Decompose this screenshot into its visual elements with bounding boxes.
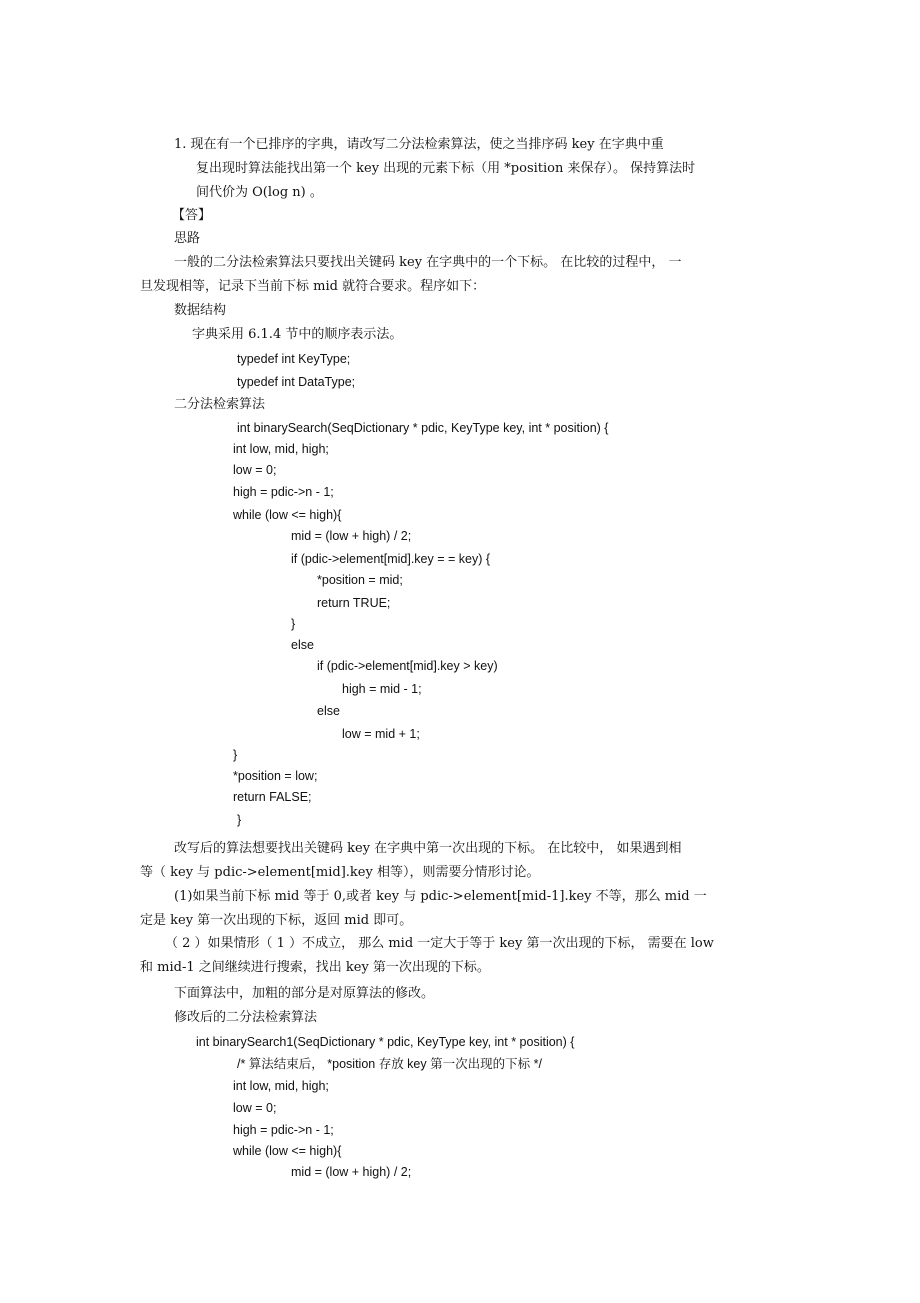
code1-line: *position = mid; — [317, 573, 403, 587]
code1-line: } — [237, 813, 242, 827]
code1-line: else — [291, 638, 314, 652]
code2-line: low = 0; — [233, 1101, 277, 1115]
code1-line: high = mid - 1; — [342, 682, 422, 696]
code2-comment: /* 算法结束后， *position 存放 key 第一次出现的下标 */ — [237, 1057, 542, 1071]
modified-line-1: 改写后的算法想要找出关键码 key 在字典中第一次出现的下标。 在比较中， 如果遇到相 — [174, 841, 682, 856]
typedef-datatype: typedef int DataType; — [237, 375, 356, 389]
code1-line: if (pdic->element[mid].key = = key) { — [291, 552, 491, 566]
code1-line: int low, mid, high; — [233, 442, 329, 456]
code1-line: } — [233, 748, 238, 762]
ds-heading: 数据结构 — [174, 303, 227, 318]
idea-line-1: 一般的二分法检索算法只要找出关键码 key 在字典中的一个下标。 在比较的过程中， 一 — [174, 255, 682, 270]
modified-algo-heading: 修改后的二分法检索算法 — [174, 1010, 318, 1025]
case1-line-1: (1)如果当前下标 mid 等于 0,或者 key 与 pdic->element[mid-1].key 不等，那么 mid 一 — [174, 889, 707, 904]
code1-line: if (pdic->element[mid].key > key) — [317, 659, 498, 673]
code1-line: else — [317, 704, 340, 718]
code1-line: while (low <= high){ — [233, 508, 342, 522]
case2-line-2: 和 mid-1 之间继续进行搜索，找出 key 第一次出现的下标。 — [140, 960, 490, 975]
idea-heading: 思路 — [174, 231, 201, 246]
question-line-3: 间代价为 O(log n) 。 — [196, 185, 323, 200]
code2-line: int low, mid, high; — [233, 1079, 329, 1093]
code1-line: mid = (low + high) / 2; — [291, 529, 412, 543]
case2-line-1: （ 2 ）如果情形（ 1 ）不成立， 那么 mid 一定大于等于 key 第一次出现的下标， 需要在 low — [165, 936, 714, 951]
code1-line: low = mid + 1; — [342, 727, 420, 741]
typedef-keytype: typedef int KeyType; — [237, 352, 351, 366]
code1-line: return FALSE; — [233, 790, 312, 804]
answer-label: 【答】 — [172, 208, 212, 223]
modified-line-2: 等（ key 与 pdic->element[mid].key 相等），则需要分情形讨论。 — [140, 865, 540, 880]
algo-heading: 二分法检索算法 — [174, 397, 266, 412]
ds-text: 字典采用 6.1.4 节中的顺序表示法。 — [192, 327, 403, 342]
code1-line: } — [291, 617, 296, 631]
case1-line-2: 定是 key 第一次出现的下标，返回 mid 即可。 — [140, 913, 413, 928]
idea-line-2: 旦发现相等，记录下当前下标 mid 就符合要求。程序如下： — [140, 279, 486, 294]
code1-line: return TRUE; — [317, 596, 391, 610]
question-line-2: 复出现时算法能找出第一个 key 出现的元素下标（用 *position 来保存）。 保持算法时 — [196, 161, 696, 176]
code2-line: mid = (low + high) / 2; — [291, 1165, 412, 1179]
code2-line: while (low <= high){ — [233, 1144, 342, 1158]
code1-line: int binarySearch(SeqDictionary * pdic, KeyType key, int * position) { — [237, 421, 609, 435]
code1-line: *position = low; — [233, 769, 318, 783]
question-line-1: 1. 现在有一个已排序的字典，请改写二分法检索算法，使之当排序码 key 在字典中重 — [174, 137, 664, 152]
code2-line: int binarySearch1(SeqDictionary * pdic, KeyType key, int * position) { — [196, 1035, 575, 1049]
code1-line: low = 0; — [233, 463, 277, 477]
code2-line: high = pdic->n - 1; — [233, 1123, 334, 1137]
code1-line: high = pdic->n - 1; — [233, 485, 334, 499]
bold-note: 下面算法中，加粗的部分是对原算法的修改。 — [174, 986, 435, 1001]
